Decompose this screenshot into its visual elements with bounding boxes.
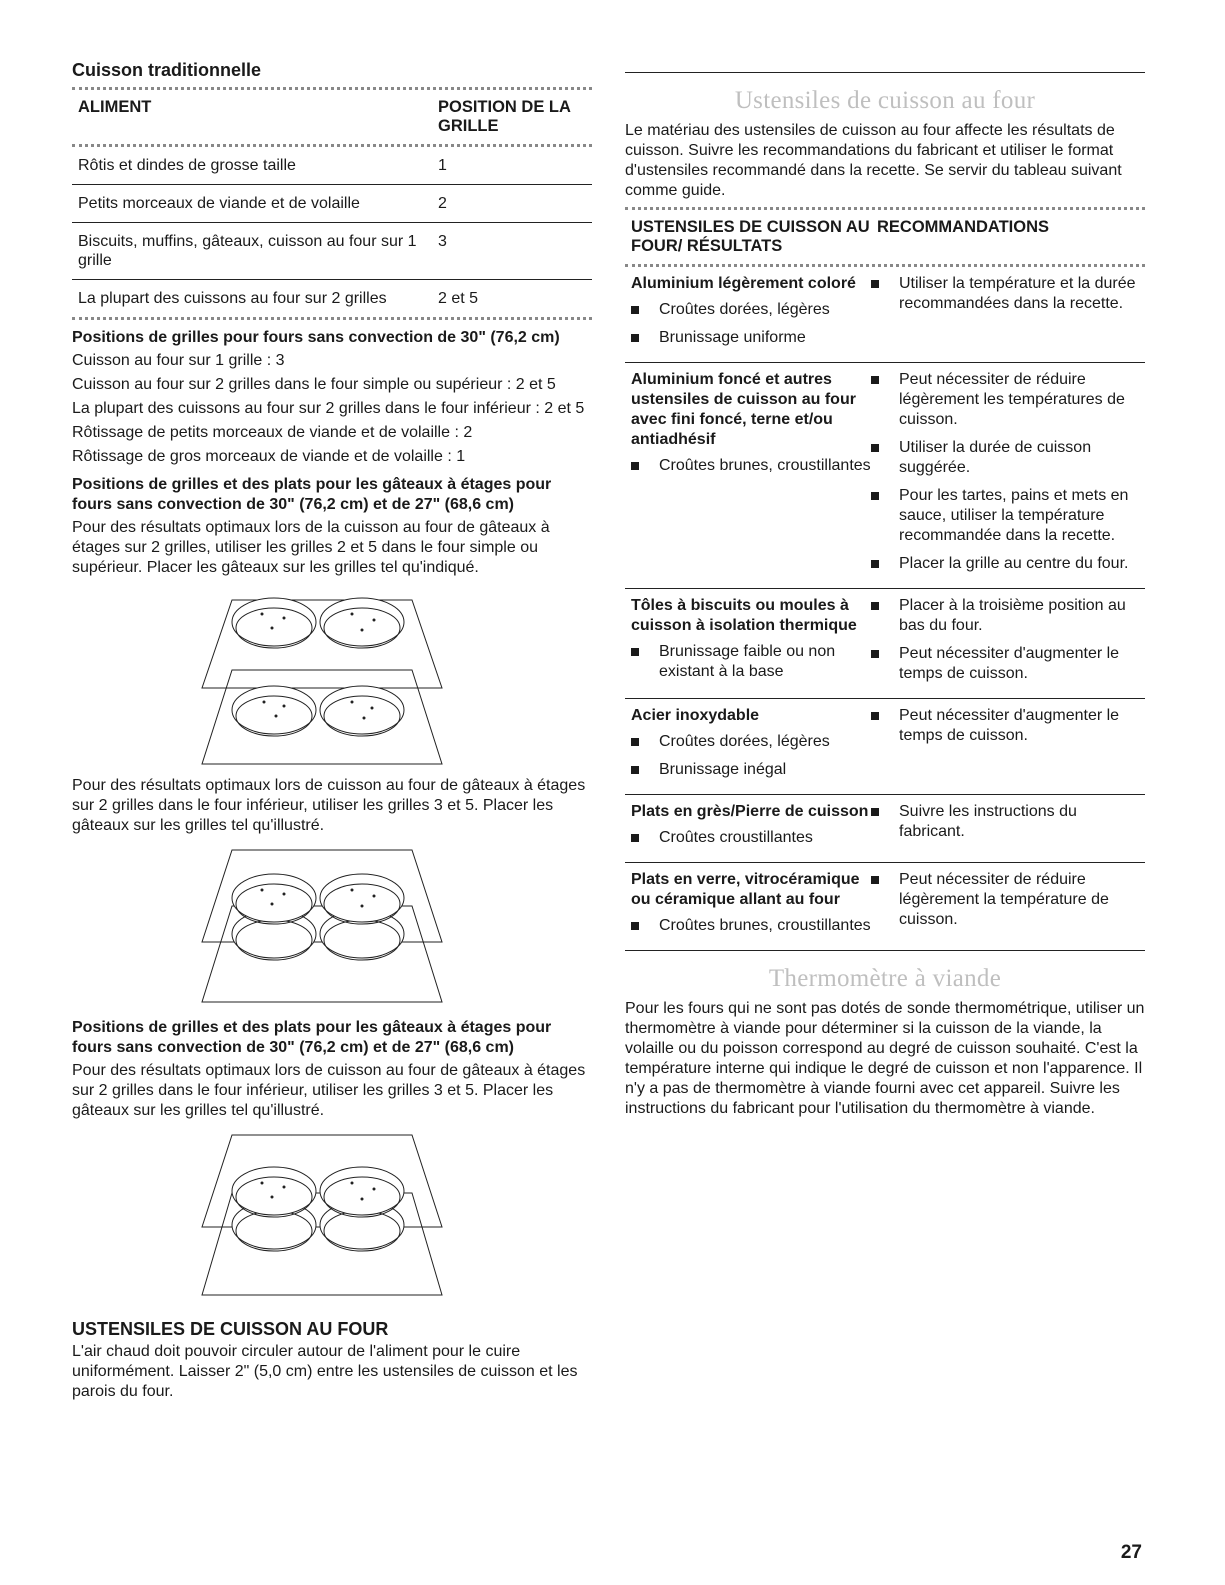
paragraph: Rôtissage de gros morceaux de viande et de volaille : 1	[72, 448, 466, 465]
bakeware-heading: USTENSILES DE CUISSON AU FOUR	[72, 1319, 389, 1339]
recommendation-cell	[871, 870, 1145, 944]
subheading-layer-cakes: Positions de grilles et des plats pour les gâteaux à étages pour fours sans convection de 30" (76,2 cm) et de 27" (68,6 cm)	[72, 476, 552, 513]
recommendation-text: Peut nécessiter de réduire légèrement les températures de cuisson.	[899, 371, 1125, 428]
material-name: Aluminium légèrement coloré	[631, 275, 856, 292]
recommendation-cell	[871, 274, 1145, 356]
bullet-icon	[871, 492, 879, 500]
paragraph: Pour les fours qui ne sont pas dotés de sonde thermométrique, utiliser un thermomètre à viande pour déterminer si la cuisson de la viande, la volaille ou du poisson correspond au degré de cuisson souhaité. C'est la température interne qui indique le degré de cuisson et non l'apparence. Il n'y a pas de thermomètre à viande fourni avec cet appareil. Suivre les instructions du fabricant pour l'utilisation du thermomètre à viande.	[625, 1000, 1145, 1117]
list-item	[871, 438, 1145, 478]
rack-diagram-lower	[72, 846, 592, 1006]
header-position: POSITION DE LA GRILLE	[438, 98, 571, 135]
paragraph: Pour des résultats optimaux lors de cuisson au four de gâteaux à étages sur 2 grilles dans le four inférieur, utiliser les grilles 3 et 5. Placer les gâteaux sur les grilles tel qu'illustré.	[72, 777, 586, 834]
recommendation-text: Suivre les instructions du fabricant.	[899, 803, 1077, 840]
subheading-30in: Positions de grilles pour fours sans convection de 30" (76,2 cm)	[72, 329, 560, 346]
position-cell: 3	[438, 233, 447, 250]
bullet-icon	[871, 280, 879, 288]
result-text: Croûtes brunes, croustillantes	[659, 917, 871, 934]
list-item	[871, 554, 1145, 574]
divider	[72, 317, 592, 320]
bullet-icon	[631, 738, 639, 746]
bullet-icon	[871, 444, 879, 452]
position-cell: 1	[438, 157, 447, 174]
bullet-icon	[631, 766, 639, 774]
bullet-icon	[631, 648, 639, 656]
bullet-icon	[871, 602, 879, 610]
list-item	[871, 706, 1145, 746]
bullet-icon	[631, 922, 639, 930]
rack-table-header	[72, 90, 592, 144]
header-recommendations: RECOMMANDATIONS	[877, 218, 1050, 236]
bakeware-table-body	[625, 267, 1145, 951]
material-name: Acier inoxydable	[631, 707, 760, 724]
bakeware-section-title: Ustensiles de cuisson au four	[734, 87, 1036, 114]
cake-rack-illustration	[192, 1131, 452, 1301]
bullet-icon	[871, 808, 879, 816]
paragraph: Pour des résultats optimaux lors de cuisson au four de gâteaux à étages sur 2 grilles dans le four inférieur, utiliser les grilles 3 et 5. Placer les gâteaux sur les grilles tel qu'illustré.	[72, 1062, 586, 1119]
cake-rack-illustration	[192, 846, 452, 1006]
recommendation-text: Utiliser la durée de cuisson suggérée.	[899, 439, 1092, 476]
bullet-icon	[871, 712, 879, 720]
food-cell: Rôtis et dindes de grosse taille	[78, 157, 296, 174]
recommendation-text: Peut nécessiter d'augmenter le temps de cuisson.	[899, 707, 1120, 744]
bullet-icon	[631, 334, 639, 342]
rack-diagram-bottom	[72, 1131, 592, 1301]
bullet-icon	[631, 834, 639, 842]
table-row	[625, 699, 1145, 795]
paragraph: Pour des résultats optimaux lors de la cuisson au four de gâteaux à étages sur 2 grilles, utiliser les grilles 2 et 5 dans le four simple ou supérieur. Placer les gâteaux sur les grilles tel qu'indiqué.	[72, 519, 550, 576]
recommendation-cell	[871, 370, 1145, 582]
result-text: Croûtes dorées, légères	[659, 733, 830, 750]
material-name: Tôles à biscuits ou moules à cuisson à isolation thermique	[631, 597, 857, 634]
result-text: Brunissage inégal	[659, 761, 787, 778]
list-item	[631, 642, 871, 682]
result-text: Croûtes dorées, légères	[659, 301, 830, 318]
table-row	[625, 589, 1145, 699]
material-name: Plats en verre, vitrocéramique ou céramique allant au four	[631, 871, 860, 908]
bullet-icon	[871, 876, 879, 884]
paragraph: Rôtissage de petits morceaux de viande et de volaille : 2	[72, 424, 473, 441]
right-column	[625, 60, 1145, 1123]
list-item	[631, 732, 871, 752]
list-item	[631, 328, 871, 348]
table-row	[72, 223, 592, 280]
table-row	[72, 147, 592, 185]
material-cell	[631, 870, 871, 944]
table-row	[625, 363, 1145, 589]
table-row	[72, 280, 592, 317]
table-row	[72, 185, 592, 223]
rack-diagram-upper	[72, 592, 592, 770]
food-cell: Petits morceaux de viande et de volaille	[78, 195, 360, 212]
result-text: Croûtes brunes, croustillantes	[659, 457, 871, 474]
recommendation-text: Placer à la troisième position au bas du four.	[899, 597, 1126, 634]
result-text: Brunissage faible ou non existant à la base	[659, 643, 836, 680]
table-row	[625, 795, 1145, 863]
list-item	[871, 870, 1145, 930]
list-item	[631, 828, 871, 848]
material-cell	[631, 706, 871, 788]
subheading-layer-cakes-2: Positions de grilles et des plats pour les gâteaux à étages pour fours sans convection de 30" (76,2 cm) et de 27" (68,6 cm)	[72, 1019, 552, 1056]
left-column	[72, 60, 592, 1406]
list-item	[871, 802, 1145, 842]
paragraph: Le matériau des ustensiles de cuisson au four affecte les résultats de cuisson. Suivre les recommandations du fabricant et utiliser le format d'ustensiles recommandé dans la recette. Se servir du tableau suivant comme guide.	[625, 122, 1122, 199]
paragraph: La plupart des cuissons au four sur 2 grilles dans le four inférieur : 2 et 5	[72, 400, 585, 417]
paragraph: Cuisson au four sur 1 grille : 3	[72, 352, 285, 369]
recommendation-cell	[871, 706, 1145, 788]
material-name: Plats en grès/Pierre de cuisson	[631, 803, 869, 820]
bullet-icon	[871, 650, 879, 658]
list-item	[631, 456, 871, 476]
bullet-icon	[631, 306, 639, 314]
material-cell	[631, 274, 871, 356]
list-item	[631, 760, 871, 780]
recommendation-text: Pour les tartes, pains et mets en sauce, utiliser la température recommandée dans la recette.	[899, 487, 1129, 544]
material-cell	[631, 596, 871, 692]
table-row	[625, 863, 1145, 951]
bullet-icon	[871, 560, 879, 568]
recommendation-text: Utiliser la température et la durée recommandées dans la recette.	[899, 275, 1136, 312]
recommendation-text: Placer la grille au centre du four.	[899, 555, 1129, 572]
position-cell: 2 et 5	[438, 290, 479, 307]
result-text: Croûtes croustillantes	[659, 829, 813, 846]
cake-rack-illustration	[192, 592, 452, 770]
bullet-icon	[631, 462, 639, 470]
list-item	[871, 596, 1145, 636]
list-item	[631, 300, 871, 320]
recommendation-cell	[871, 802, 1145, 856]
food-cell: Biscuits, muffins, gâteaux, cuisson au four sur 1 grille	[78, 233, 417, 269]
material-cell	[631, 802, 871, 856]
material-cell	[631, 370, 871, 582]
traditional-cooking-heading: Cuisson traditionnelle	[72, 60, 262, 80]
list-item	[871, 486, 1145, 546]
food-cell: La plupart des cuissons au four sur 2 grilles	[78, 290, 387, 307]
material-name: Aluminium foncé et autres ustensiles de cuisson au four avec fini foncé, terne et/ou antiadhésif	[631, 371, 856, 448]
paragraph: Cuisson au four sur 2 grilles dans le four simple ou supérieur : 2 et 5	[72, 376, 556, 393]
meat-thermometer-title: Thermomètre à viande	[768, 965, 1002, 992]
recommendation-text: Peut nécessiter d'augmenter le temps de cuisson.	[899, 645, 1120, 682]
list-item	[871, 370, 1145, 430]
list-item	[631, 916, 871, 936]
table-row	[625, 267, 1145, 363]
bullet-icon	[871, 376, 879, 384]
result-text: Brunissage uniforme	[659, 329, 806, 346]
list-item	[871, 274, 1145, 314]
recommendation-text: Peut nécessiter de réduire légèrement la température de cuisson.	[899, 871, 1109, 928]
header-bakeware: USTENSILES DE CUISSON AU FOUR/ RÉSULTATS	[631, 218, 870, 255]
divider	[625, 72, 1145, 73]
recommendation-cell	[871, 596, 1145, 692]
bakeware-table-header	[625, 210, 1145, 264]
header-food: ALIMENT	[78, 98, 152, 116]
page-number: 27	[1120, 1542, 1142, 1563]
paragraph: L'air chaud doit pouvoir circuler autour de l'aliment pour le cuire uniformément. Laisser 2" (5,0 cm) entre les ustensiles de cuisson et les parois du four.	[72, 1343, 578, 1400]
position-cell: 2	[438, 195, 447, 212]
rack-table-body	[72, 147, 592, 317]
list-item	[871, 644, 1145, 684]
